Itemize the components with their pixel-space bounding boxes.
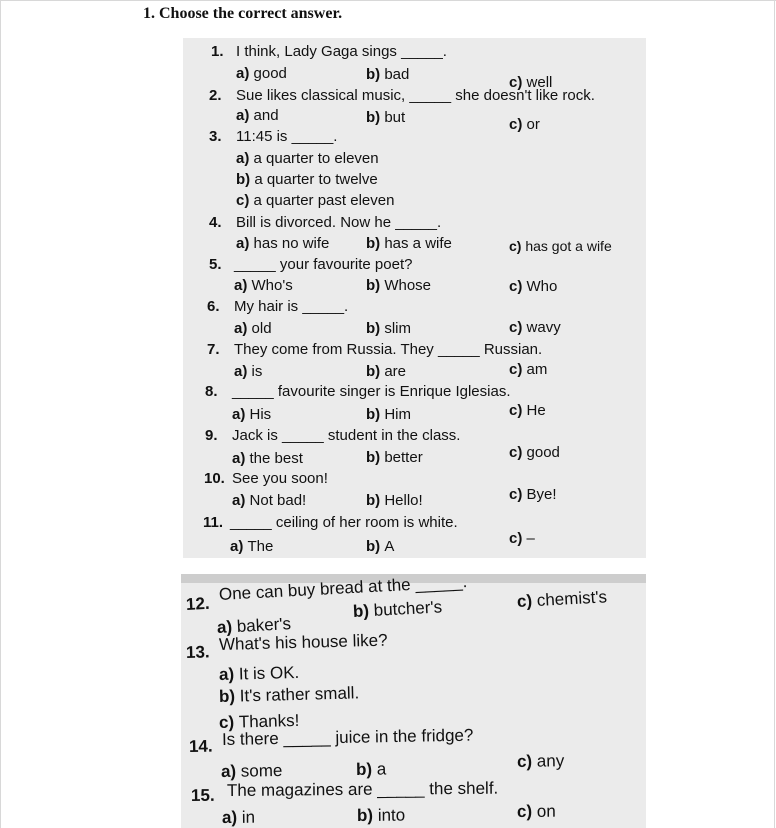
option-text: on [536,801,556,821]
option-letter: c) [516,751,537,771]
option-letter: b) [356,805,378,825]
option-a-q5 [234,277,293,295]
option-c-q10 [509,486,557,504]
option-text: in [241,807,256,827]
option-letter: b) [366,66,385,83]
option-text: bad [384,66,410,83]
question-prompt-7: They come from Russia. They _____ Russian. [234,341,543,358]
option-a-q14 [221,761,283,782]
option-c-q15 [517,802,556,822]
option-b-q8 [366,406,411,424]
option-b-q11 [366,538,394,556]
option-letter: b) [236,171,255,188]
option-letter: c) [509,74,527,91]
option-letter: b) [366,538,385,555]
option-letter: a) [236,65,254,82]
option-a-q11 [230,538,273,556]
question-number-12: 12. [185,593,211,614]
question-prompt-4: Bill is divorced. Now he _____. [236,214,442,231]
option-letter: c) [509,444,527,461]
option-c-q3 [236,192,394,210]
exercise-heading: 1. Choose the correct answer. [143,5,343,22]
option-text: baker's [236,614,292,636]
option-text: – [526,530,535,547]
option-text: are [384,363,407,380]
option-letter: b) [366,363,385,380]
option-a-q4 [236,235,329,253]
option-letter: b) [218,686,241,706]
option-text: Who [526,278,558,295]
option-letter: b) [366,406,385,423]
option-letter: b) [352,600,375,621]
option-text: Not bad! [249,492,307,509]
question-prompt-13: What's his house like? [218,630,388,654]
question-prompt-15: The magazines are _____ the shelf. [226,778,499,800]
option-text: The [247,538,274,555]
option-letter: c) [509,486,527,503]
option-letter: b) [355,759,377,779]
option-letter: a) [234,277,252,294]
option-text: and [253,107,279,124]
option-letter: a) [221,807,242,827]
question-prompt-6: My hair is _____. [234,298,349,315]
question-number-4: 4. [209,214,222,231]
option-b-q7 [366,363,406,381]
question-prompt-8: _____ favourite singer is Enrique Iglesias. [232,383,511,400]
option-letter: c) [516,590,538,611]
option-text: a quarter past eleven [253,192,395,209]
question-number-5: 5. [209,256,222,273]
option-letter: b) [366,449,385,466]
option-letter: b) [366,320,385,337]
option-text: Whose [384,277,432,294]
option-letter: c) [509,319,527,336]
option-a-q3 [236,150,379,168]
option-text: good [253,65,287,82]
option-a-q1 [236,65,287,83]
option-text: some [240,760,283,781]
option-text: a quarter to eleven [253,150,379,167]
option-letter: a) [232,406,250,423]
option-letter: c) [516,801,537,821]
option-text: any [536,751,565,771]
option-text: has got a wife [525,238,612,254]
option-c-q5 [509,278,557,296]
option-b-q13 [219,683,360,707]
option-b-q2 [366,109,405,127]
option-text: has a wife [384,235,452,252]
question-prompt-9: Jack is _____ student in the class. [232,427,461,444]
question-prompt-14: Is there _____ juice in the fridge? [221,725,474,749]
option-text: A [384,538,395,555]
option-b-q10 [366,492,423,510]
question-prompt-2: Sue likes classical music, _____ she doesn't like rock. [236,87,595,104]
question-number-9: 9. [205,427,218,444]
option-b-q9 [366,449,423,467]
option-text: or [526,116,540,133]
option-text: but [384,109,406,126]
option-text: old [251,320,272,337]
option-text: a quarter to twelve [254,171,378,188]
option-letter: c) [509,530,527,547]
option-letter: a) [236,235,254,252]
option-text: good [526,444,560,461]
option-letter: a) [218,664,240,684]
option-letter: b) [366,492,385,509]
option-letter: a) [216,616,238,637]
option-a-q6 [234,320,272,338]
option-a-q8 [232,406,271,424]
option-b-q15 [357,806,405,826]
option-letter: a) [220,761,241,781]
option-b-q1 [366,66,409,84]
option-c-q9 [509,444,560,462]
option-b-q6 [366,320,411,338]
option-c-q4 [509,237,612,255]
option-text: Who's [251,277,293,294]
option-text: He [526,402,546,419]
option-letter: a) [236,107,254,124]
option-text: It is OK. [238,662,300,684]
option-letter: c) [509,238,526,254]
question-prompt-5: _____ your favourite poet? [234,256,413,273]
question-number-10: 10. [204,470,225,487]
option-text: well [526,74,553,91]
option-letter: c) [236,192,254,209]
question-prompt-3: 11:45 is _____. [236,128,338,145]
question-prompt-1: I think, Lady Gaga sings _____. [236,43,447,60]
question-number-6: 6. [207,298,220,315]
question-number-8: 8. [205,383,218,400]
option-c-q6 [509,319,561,337]
option-letter: c) [509,402,527,419]
option-text: slim [384,320,411,337]
option-letter: c) [509,278,527,295]
option-a-q2 [236,107,279,125]
option-text: Him [384,406,411,423]
option-letter: a) [234,363,252,380]
option-text: Hello! [384,492,423,509]
question-prompt-12: One can buy bread at the _____. [218,572,468,604]
option-text: butcher's [373,597,443,620]
option-c-q8 [509,402,546,420]
question-number-7: 7. [207,341,220,358]
option-letter: a) [234,320,252,337]
option-c-q11 [509,530,535,548]
question-number-1: 1. [211,43,224,60]
option-c-q2 [509,116,540,134]
option-text: am [526,361,548,378]
option-text: Bye! [526,486,557,503]
question-number-2: 2. [209,87,222,104]
option-a-q7 [234,363,262,381]
option-text: Thanks! [238,710,300,732]
question-number-3: 3. [209,128,222,145]
page-border-left [0,0,1,828]
option-b-q4 [366,235,452,253]
option-text: the best [249,450,303,467]
option-text: wavy [526,319,561,336]
option-text: is [251,363,263,380]
option-letter: c) [218,712,240,732]
question-number-15: 15. [190,785,215,805]
option-letter: a) [232,450,250,467]
question-prompt-11: _____ ceiling of her room is white. [230,514,458,531]
option-text: better [384,449,423,466]
option-text: has no wife [253,235,330,252]
option-b-q14 [356,759,387,780]
option-letter: b) [366,109,385,126]
option-text: a [376,759,387,779]
question-number-14: 14. [188,736,213,756]
option-text: chemist's [536,587,608,610]
option-letter: a) [232,492,250,509]
page-border-top [0,0,776,1]
page-border-right [774,0,775,828]
option-c-q7 [509,361,547,379]
question-number-11: 11. [203,514,224,531]
option-letter: b) [366,277,385,294]
option-letter: a) [236,150,254,167]
option-letter: a) [230,538,248,555]
option-text: It's rather small. [239,683,360,706]
option-a-q9 [232,450,303,468]
option-text: into [377,805,406,825]
option-text: His [249,406,272,423]
question-prompt-10: See you soon! [232,470,328,487]
question-number-13: 13. [185,642,210,662]
option-letter: c) [509,361,527,378]
option-a-q10 [232,492,306,510]
option-a-q13 [219,663,300,685]
option-c-q14 [517,751,565,772]
option-b-q5 [366,277,431,295]
option-a-q15 [222,808,255,828]
option-letter: c) [509,116,527,133]
option-letter: b) [366,235,385,252]
option-b-q3 [236,171,378,189]
